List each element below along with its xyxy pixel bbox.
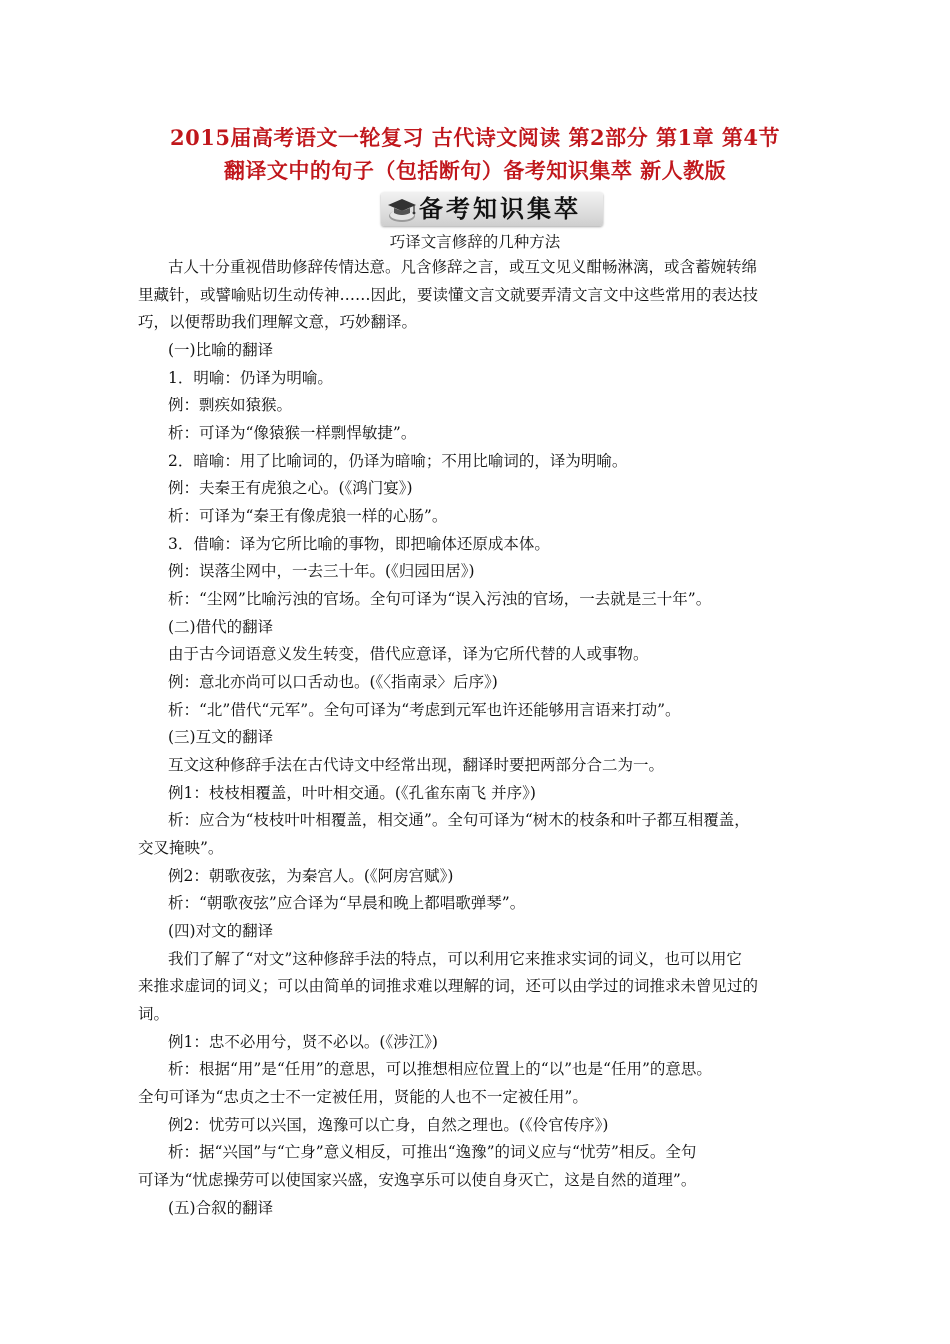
section-heading: (一)比喻的翻译 xyxy=(168,341,274,359)
example-line: 例：夫秦王有虎狼之心。(《鸿门宴》) xyxy=(168,479,413,497)
graduation-cap-icon xyxy=(385,194,419,224)
section-banner xyxy=(381,192,603,226)
analysis-line: 析：可译为“像猿猴一样剽悍敏捷”。 xyxy=(168,424,417,442)
analysis-line: 交叉掩映”。 xyxy=(138,839,224,857)
analysis-line: 析：“朝歌夜弦”应合译为“早晨和晚上都唱歌弹琴”。 xyxy=(168,894,526,912)
banner-label: 备考知识集萃 xyxy=(419,195,581,223)
example-line: 例1：枝枝相覆盖，叶叶相交通。(《孔雀东南飞 并序》) xyxy=(168,784,536,802)
example-line: 例1：忠不必用兮，贤不必以。(《涉江》) xyxy=(168,1033,438,1051)
section-heading: (二)借代的翻译 xyxy=(168,618,274,636)
paragraph-line: 词。 xyxy=(138,1005,170,1023)
analysis-line: 析：“尘网”比喻污浊的官场。全句可译为“误入污浊的官场，一去就是三十年”。 xyxy=(168,590,712,608)
paragraph-line: 互文这种修辞手法在古代诗文中经常出现，翻译时要把两部分合二为一。 xyxy=(168,756,665,774)
analysis-line: 析：根据“用”是“任用”的意思，可以推想相应位置上的“以”也是“任用”的意思。 xyxy=(168,1060,712,1078)
example-line: 例：剽疾如猿猴。 xyxy=(168,396,293,414)
paragraph-line: 里藏针，或譬喻贴切生动传神……因此，要读懂文言文就要弄清文言文中这些常用的表达技 xyxy=(138,286,759,304)
paragraph-line: 巧，以便帮助我们理解文意，巧妙翻译。 xyxy=(138,313,418,331)
example-line: 例2：朝歌夜弦，为秦宫人。(《阿房宫赋》) xyxy=(168,867,454,885)
section-heading: (五)合叙的翻译 xyxy=(168,1199,274,1217)
analysis-line: 析：可译为“秦王有像虎狼一样的心肠”。 xyxy=(168,507,448,525)
paragraph-line: 古人十分重视借助修辞传情达意。凡含修辞之言，或互文见义酣畅淋漓，或含蓄婉转绵 xyxy=(168,258,758,276)
analysis-line: 析：据“兴国”与“亡身”意义相反，可推出“逸豫”的词义应与“忧劳”相反。全句 xyxy=(168,1143,697,1161)
paragraph-line: 来推求虚词的词义；可以由简单的词推求难以理解的词，还可以由学过的词推求未曾见过的 xyxy=(138,977,759,995)
document-title-line-2: 翻译文中的句子（包括断句）备考知识集萃 新人教版 xyxy=(223,158,727,183)
section-heading: (三)互文的翻译 xyxy=(168,728,274,746)
section-heading: (四)对文的翻译 xyxy=(168,922,274,940)
paragraph-line: 3．借喻：译为它所比喻的事物，即把喻体还原成本体。 xyxy=(168,535,550,553)
paragraph-line: 2．暗喻：用了比喻词的，仍译为暗喻；不用比喻词的，译为明喻。 xyxy=(168,452,628,470)
paragraph-line: 1．明喻：仍译为明喻。 xyxy=(168,369,333,387)
paragraph-line: 由于古今词语意义发生转变，借代应意译，译为它所代替的人或事物。 xyxy=(168,645,649,663)
paragraph-line: 我们了解了“对文”这种修辞手法的特点，可以利用它来推求实词的词义，也可以用它 xyxy=(168,950,742,968)
analysis-line: 析：“北”借代“元军”。全句可译为“考虑到元军也许还能够用言语来打动”。 xyxy=(168,701,681,719)
article-subtitle: 巧译文言修辞的几种方法 xyxy=(389,233,561,251)
example-line: 例：误落尘网中，一去三十年。(《归园田居》) xyxy=(168,562,475,580)
document-title-line-1: 2015届高考语文一轮复习 古代诗文阅读 第2部分 第1章 第4节 xyxy=(169,125,781,150)
example-line: 例2：忧劳可以兴国，逸豫可以亡身，自然之理也。(《伶官传序》) xyxy=(168,1116,609,1134)
example-line: 例：意北亦尚可以口舌动也。(《〈指南录〉后序》) xyxy=(168,673,498,691)
analysis-line: 析：应合为“枝枝叶叶相覆盖，相交通”。全句可译为“树木的枝条和叶子都互相覆盖， xyxy=(168,811,750,829)
analysis-line: 全句可译为“忠贞之士不一定被任用，贤能的人也不一定被任用”。 xyxy=(138,1088,588,1106)
analysis-line: 可译为“忧虑操劳可以使国家兴盛，安逸享乐可以使自身灭亡，这是自然的道理”。 xyxy=(138,1171,697,1189)
